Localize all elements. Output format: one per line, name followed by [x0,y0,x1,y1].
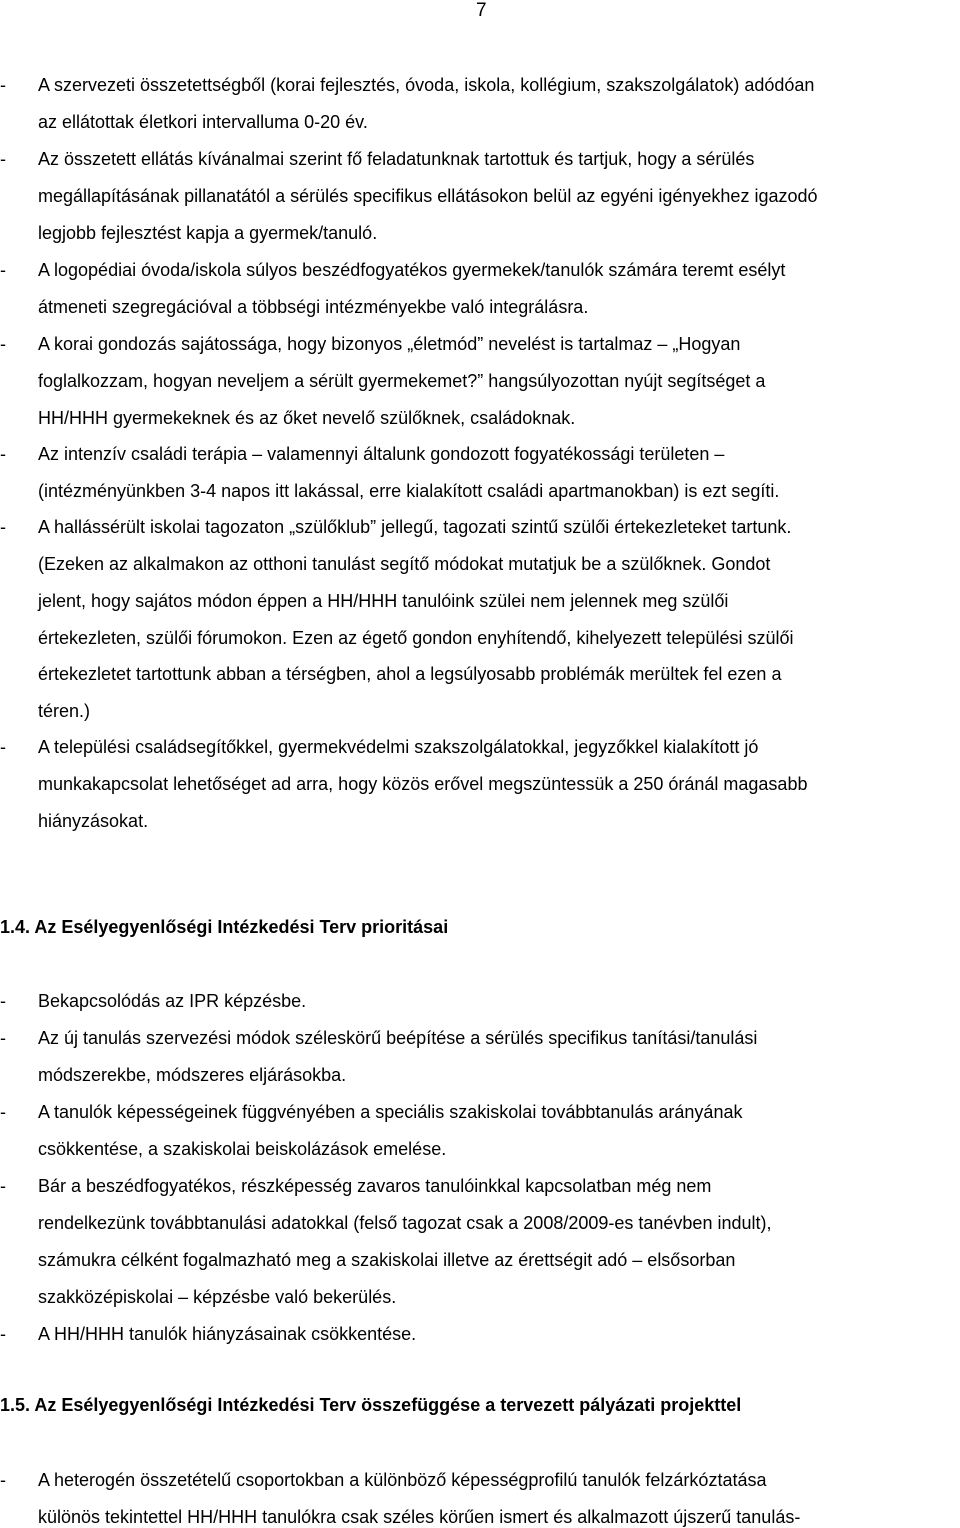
list-item-text-line: hiányzásokat. [38,811,149,831]
list-item-text-line: számukra célként fogalmazható meg a szakiskolai illetve az érettségit adó – elsősorban [38,1250,736,1270]
bullet-dash: - [0,334,6,354]
list-item-text-line: (Ezeken az alkalmakon az otthoni tanulást segítő módokat mutatjuk be a szülőknek. Gondot [38,554,771,574]
bullet-dash: - [0,517,6,537]
list-item-text-line: Az új tanulás szervezési módok széleskörű beépítése a sérülés specifikus tanítási/tanulási [38,1028,758,1048]
list-item-text-line: az ellátottak életkori intervalluma 0-20 év. [38,112,368,132]
list-item-text-line: Az összetett ellátás kívánalmai szerint fő feladatunknak tartottuk és tartjuk, hogy a sérülés [38,149,755,169]
list-item-text-line: A logopédiai óvoda/iskola súlyos beszédfogyatékos gyermekek/tanulók számára teremt esélyt [38,260,786,280]
bullet-dash: - [0,1028,6,1048]
list-item-text-line: átmeneti szegregációval a többségi intézményekbe való integrálásra. [38,297,589,317]
bullet-dash: - [0,737,6,757]
list-item-text-line: Bár a beszédfogyatékos, részképesség zavaros tanulóinkkal kapcsolatban még nem [38,1176,712,1196]
section-heading: 1.5. Az Esélyegyenlőségi Intézkedési Terv összefüggése a tervezett pályázati projekttel [0,1395,742,1415]
list-item-text-line: foglalkozzam, hogyan neveljem a sérült gyermekemet?” hangsúlyozottan nyújt segítséget a [38,371,766,391]
list-item-text-line: Bekapcsolódás az IPR képzésbe. [38,991,307,1011]
list-item-text-line: A szervezeti összetettségből (korai fejlesztés, óvoda, iskola, kollégium, szakszolgálatok) adódóan [38,75,815,95]
list-item-text-line: A heterogén összetételű csoportokban a különböző képességprofilú tanulók felzárkóztatása [38,1470,767,1490]
bullet-dash: - [0,1324,6,1344]
list-item-text-line: csökkentése, a szakiskolai beiskolázások emelése. [38,1139,447,1159]
bullet-dash: - [0,1102,6,1122]
list-item-text-line: különös tekintettel HH/HHH tanulókra csak széles körűen ismert és alkalmazott újszerű tanulás- [38,1507,801,1527]
list-item-text-line: módszerekbe, módszeres eljárásokba. [38,1065,347,1085]
list-item-text-line: jelent, hogy sajátos módon éppen a HH/HHH tanulóink szülei nem jelennek meg szülői [38,591,729,611]
bullet-dash: - [0,1176,6,1196]
list-item-text-line: munkakapcsolat lehetőséget ad arra, hogy közös erővel megszüntessük a 250 óránál magasabb [38,774,808,794]
list-item-text-line: (intézményünkben 3-4 napos itt lakással, erre kialakított családi apartmanokban) is ezt segíti. [38,481,780,501]
list-item-text-line: téren.) [38,701,91,721]
list-item-text-line: A települési családsegítőkkel, gyermekvédelmi szakszolgálatokkal, jegyzőkkel kialakított jó [38,737,759,757]
bullet-dash: - [0,444,6,464]
section-heading: 1.4. Az Esélyegyenlőségi Intézkedési Terv prioritásai [0,917,449,937]
bullet-dash: - [0,149,6,169]
list-item-text-line: Az intenzív családi terápia – valamennyi általunk gondozott fogyatékossági területen – [38,444,725,464]
list-item-text-line: A tanulók képességeinek függvényében a speciális szakiskolai továbbtanulás arányának [38,1102,743,1122]
bullet-dash: - [0,260,6,280]
list-item-text-line: A hallássérült iskolai tagozaton „szülőklub” jellegű, tagozati szintű szülői értekezleteket tartunk. [38,517,792,537]
list-item-text-line: A HH/HHH tanulók hiányzásainak csökkentése. [38,1324,417,1344]
list-item-text-line: értekezleten, szülői fórumokon. Ezen az égető gondon enyhítendő, kihelyezett települési szülői [38,628,794,648]
list-item-text-line: szakközépiskolai – képzésbe való bekerülés. [38,1287,397,1307]
bullet-dash: - [0,75,6,95]
list-item-text-line: megállapításának pillanatától a sérülés specifikus ellátásokon belül az egyéni igényekhez igazodó [38,186,818,206]
list-item-text-line: rendelkezünk továbbtanulási adatokkal (felső tagozat csak a 2008/2009-es tanévben indult), [38,1213,772,1233]
list-item-text-line: értekezletet tartottunk abban a térségben, ahol a legsúlyosabb problémák merültek fel ezen a [38,664,782,684]
page-number: 7 [476,0,487,21]
list-item-text-line: A korai gondozás sajátossága, hogy bizonyos „életmód” nevelést is tartalmaz – „Hogyan [38,334,741,354]
list-item-text-line: legjobb fejlesztést kapja a gyermek/tanuló. [38,223,378,243]
bullet-dash: - [0,991,6,1011]
bullet-dash: - [0,1470,6,1490]
list-item-text-line: HH/HHH gyermekeknek és az őket nevelő szülőknek, családoknak. [38,408,576,428]
